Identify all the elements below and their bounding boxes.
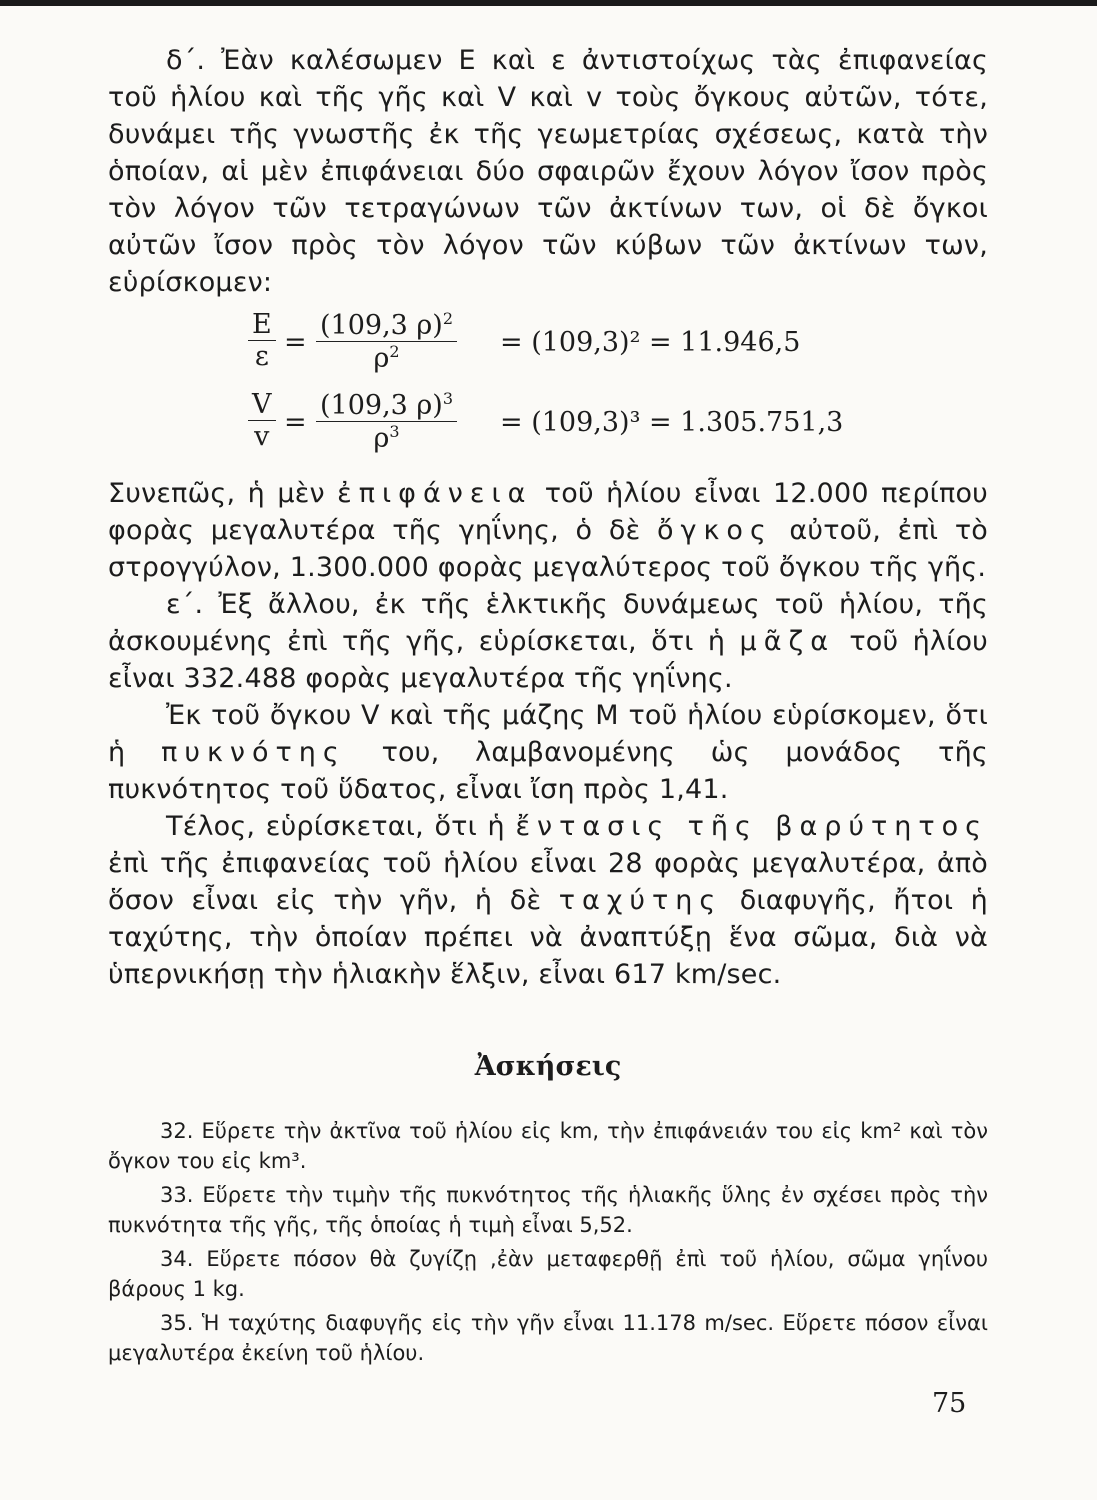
page-number: 75 bbox=[932, 1388, 967, 1419]
eq2-denominator-exp: 3 bbox=[389, 422, 400, 441]
exercise-33: 33. Εὕρετε τὴν τιμὴν τῆς πυκνότητος τῆς ἡλιακῆς ὕλης ἐν σχέσει πρὸς τὴν πυκνότητα τῆς γῆς, τῆς ὁποίας ἡ τιμὴ εἶναι 5,52. bbox=[108, 1183, 988, 1237]
eq1-numerator-exp: 2 bbox=[442, 309, 454, 328]
spaced-word-gravity: ἔντασις τῆς βαρύτητος bbox=[515, 811, 989, 842]
eq1-lhs-numerator: Ε bbox=[252, 309, 272, 340]
eq1-lhs-denominator: ε bbox=[248, 340, 276, 372]
exercise-34: 34. Εὕρετε πόσον θὰ ζυγίζῃ ,ἐὰν μεταφερθῇ ἐπὶ τοῦ ἡλίου, σῶμα γηΐνου βάρους 1 kg. bbox=[108, 1247, 988, 1301]
eq2-numerator: (109,3 ρ) bbox=[320, 390, 443, 421]
spaced-word-density: πυκνότης bbox=[161, 737, 346, 768]
paragraph-gravity: Τέλος, εὑρίσκεται, ὅτι ἡ ἔντασις τῆς βαρύτητος ἐπὶ τῆς ἐπιφανείας τοῦ ἡλίου εἶναι 28 φορὰς μεγαλυτέρα, ἀπὸ ὅσον εἶναι εἰς τὴν γῆν, ἡ δὲ ταχύτης διαφυγῆς, ἤτοι ἡ ταχύτης, τὴν ὁποίαν πρέπει νὰ ἀναπτύξῃ ἕνα σῶμα, διὰ νὰ ὑπερνικήσῃ τὴν ἡλιακὴν ἕλξιν, εἶναι 617 km/sec. bbox=[108, 811, 989, 990]
spaced-word-surface: ἐπιφάνεια bbox=[337, 478, 533, 509]
paragraph-epsilon: ε΄. Ἐξ ἄλλου, ἐκ τῆς ἑλκτικῆς δυνάμεως τοῦ ἡλίου, τῆς ἀσκουμένης ἐπὶ τῆς γῆς, εὑρίσκεται, ὅτι ἡ μᾶζα τοῦ ἡλίου εἶναι 332.488 φορὰς μεγαλυτέρα τῆς γηΐνης. bbox=[108, 589, 988, 694]
eq1-numerator: (109,3 ρ) bbox=[320, 310, 443, 341]
eq2-lhs-denominator: v bbox=[248, 420, 276, 452]
eq2-denominator: ρ bbox=[373, 423, 390, 454]
spaced-word-mass: μᾶζα bbox=[739, 626, 836, 657]
spaced-word-velocity: ταχύτης bbox=[558, 885, 723, 916]
exercise-35: 35. Ἡ ταχύτης διαφυγῆς εἰς τὴν γῆν εἶναι 11.178 m/sec. Εὕρετε πόσον εἶναι μεγαλυτέρα ἐκείνη τοῦ ἡλίου. bbox=[108, 1311, 988, 1365]
eq2-lhs-numerator: V bbox=[252, 389, 272, 420]
paragraph-density: Ἐκ τοῦ ὄγκου V καὶ τῆς μάζης Μ τοῦ ἡλίου εὑρίσκομεν, ὅτι ἡ πυκνότης του, λαμβανομένης ὡς μονάδος τῆς πυκνότητος τοῦ ὕδατος, εἶναι ἴση πρὸς 1,41. bbox=[108, 700, 988, 805]
paragraph-delta: δ΄. Ἐὰν καλέσωμεν Ε καὶ ε ἀντιστοίχως τὰς ἐπιφανείας τοῦ ἡλίου καὶ τῆς γῆς καὶ V καὶ v τοὺς ὄγκους αὐτῶν, τότε, δυνάμει τῆς γνωστῆς ἐκ τῆς γεωμετρίας σχέσεως, κατὰ τὴν ὁποίαν, αἱ μὲν ἐπιφάνειαι δύο σφαιρῶν ἔχουν λόγον ἴσον πρὸς τὸν λόγον τῶν τετραγώνων τῶν ἀκτίνων των, οἱ δὲ ὄγκοι αὐτῶν ἴσον πρὸς τὸν λόγον τῶν κύβων τῶν ἀκτίνων των, εὑρίσκομεν: bbox=[108, 45, 988, 298]
paragraph-consequently: Συνεπῶς, ἡ μὲν ἐπιφάνεια τοῦ ἡλίου εἶναι 12.000 περίπου φορὰς μεγαλυτέρα τῆς γηΐνης, ὁ δὲ ὄγκος αὐτοῦ, ἐπὶ τὸ στρογγύλον, 1.300.000 φορὰς μεγαλύτερος τοῦ ὄγκου τῆς γῆς. bbox=[108, 478, 988, 583]
eq1-denominator: ρ bbox=[373, 343, 390, 374]
eq2-numerator-exp: 3 bbox=[442, 389, 454, 408]
equation-surface-ratio bbox=[108, 307, 988, 387]
equation-volume-ratio bbox=[108, 387, 988, 467]
eq2-result: = (109,3)³ = 1.305.751,3 bbox=[500, 407, 844, 438]
eq1-denominator-exp: 2 bbox=[389, 342, 400, 361]
eq1-equals: = bbox=[284, 327, 307, 358]
exercise-32: 32. Εὕρετε τὴν ἀκτῖνα τοῦ ἡλίου εἰς km, τὴν ἐπιφάνειάν του εἰς km² καὶ τὸν ὄγκον του εἰς km³. bbox=[108, 1119, 988, 1173]
scan-top-edge bbox=[0, 0, 1097, 6]
spaced-word-volume: ὄγκος bbox=[657, 515, 773, 546]
page-body bbox=[108, 42, 988, 1372]
eq2-equals: = bbox=[284, 407, 307, 438]
exercises-heading: Ἀσκήσεις bbox=[474, 1051, 622, 1082]
eq1-result: = (109,3)² = 11.946,5 bbox=[500, 327, 801, 358]
